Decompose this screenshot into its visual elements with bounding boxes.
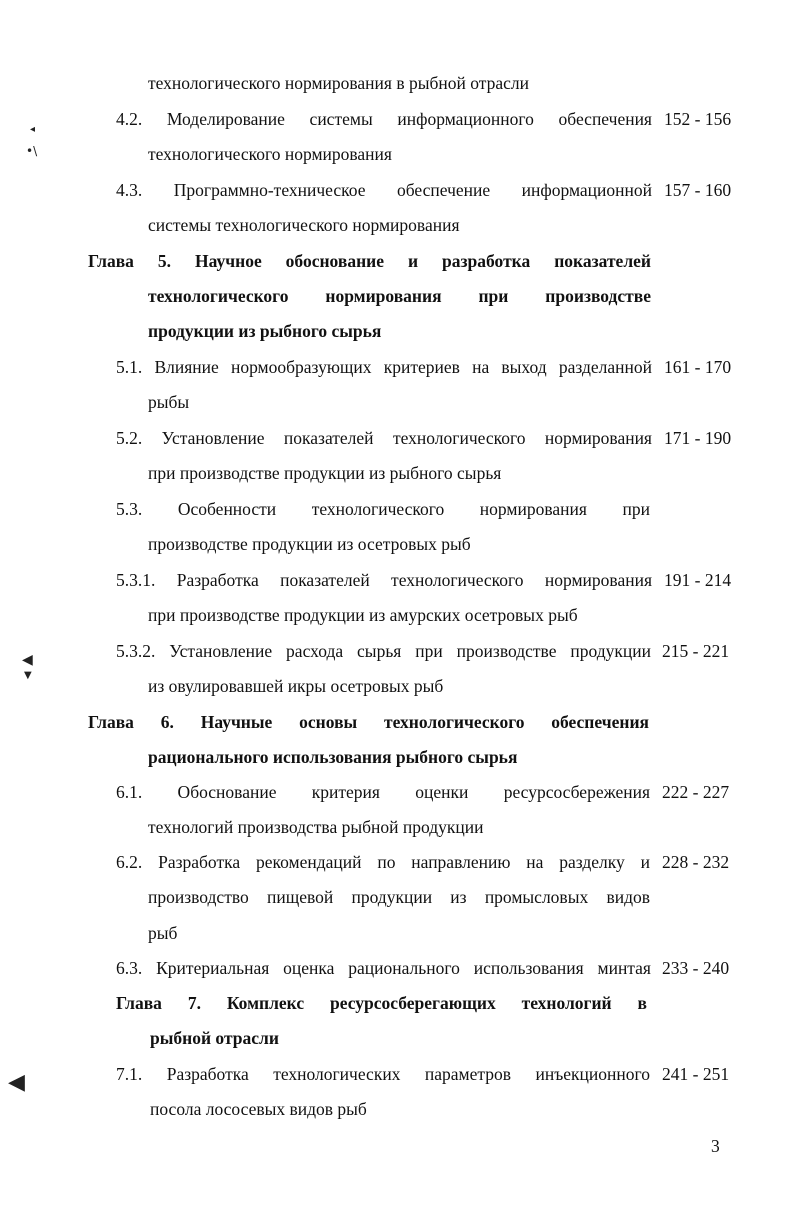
chapter-5-title-cont: технологического нормирования при производстве bbox=[148, 286, 651, 306]
toc-pages-5-1: 161 - 170 bbox=[664, 357, 732, 377]
toc-entry-7-1: 7.1. Разработка технологических параметров инъекционного bbox=[116, 1064, 650, 1084]
toc-pages-4-2: 152 - 156 bbox=[664, 109, 732, 129]
toc-pages-6-2: 228 - 232 bbox=[662, 852, 730, 872]
toc-pages-6-1: 222 - 227 bbox=[662, 782, 730, 802]
toc-entry-6-3: 6.3. Критериальная оценка рационального использования минтая bbox=[116, 958, 651, 978]
toc-entry-6-1-cont: технологий производства рыбной продукции bbox=[148, 817, 484, 837]
toc-pages-5-2: 171 - 190 bbox=[664, 428, 732, 448]
toc-entry-7-1-cont: посола лососевых видов рыб bbox=[150, 1099, 367, 1119]
toc-entry-6-2-cont: производство пищевой продукции из промысловых видов bbox=[148, 887, 650, 907]
toc-entry-6-2-cont2: рыб bbox=[148, 923, 178, 943]
toc-entry-5-3: 5.3. Особенности технологического нормирования при bbox=[116, 499, 650, 519]
toc-entry-5-3-1-cont: при производстве продукции из амурских осетровых рыб bbox=[148, 605, 578, 625]
toc-pages-5-3-1: 191 - 214 bbox=[664, 570, 732, 590]
toc-entry-5-3-1: 5.3.1. Разработка показателей технологического нормирования bbox=[116, 570, 652, 590]
toc-entry-5-1-cont: рыбы bbox=[148, 392, 190, 412]
chapter-7-title: Глава 7. Комплекс ресурсосберегающих технологий в bbox=[116, 993, 647, 1013]
page-number: 3 bbox=[711, 1136, 720, 1156]
toc-entry-4-2-cont: технологического нормирования bbox=[148, 144, 392, 164]
toc-entry-4-3: 4.3. Программно-техническое обеспечение информационной bbox=[116, 180, 652, 200]
chapter-7-title-cont: рыбной отрасли bbox=[150, 1028, 279, 1048]
toc-line-continued: технологического нормирования в рыбной отрасли bbox=[148, 73, 530, 93]
toc-entry-4-3-cont: системы технологического нормирования bbox=[148, 215, 460, 235]
chapter-6-title: Глава 6. Научные основы технологического обеспечения bbox=[88, 712, 649, 732]
toc-pages-5-3-2: 215 - 221 bbox=[662, 641, 730, 661]
chapter-6-title-cont: рационального использования рыбного сырья bbox=[148, 747, 518, 767]
scan-mark-icon: ▼ bbox=[24, 670, 32, 681]
toc-entry-5-3-cont: производстве продукции из осетровых рыб bbox=[148, 534, 471, 554]
scan-mark-icon: ◀ bbox=[8, 1070, 25, 1095]
toc-entry-6-2: 6.2. Разработка рекомендаций по направлению на разделку и bbox=[116, 852, 650, 872]
toc-pages-7-1: 241 - 251 bbox=[662, 1064, 730, 1084]
toc-pages-6-3: 233 - 240 bbox=[662, 958, 730, 978]
chapter-5-title: Глава 5. Научное обоснование и разработка показателей bbox=[88, 251, 651, 271]
chapter-5-title-cont2: продукции из рыбного сырья bbox=[148, 321, 382, 341]
scan-mark-icon: ◀ bbox=[22, 652, 33, 668]
toc-entry-5-2-cont: при производстве продукции из рыбного сырья bbox=[148, 463, 502, 483]
toc-entry-5-3-2-cont: из овулировавшей икры осетровых рыб bbox=[148, 676, 444, 696]
toc-entry-6-1: 6.1. Обоснование критерия оценки ресурсосбережения bbox=[116, 782, 650, 802]
scan-mark-icon: •\ bbox=[26, 144, 38, 158]
toc-pages-4-3: 157 - 160 bbox=[664, 180, 732, 200]
toc-entry-4-2: 4.2. Моделирование системы информационного обеспечения bbox=[116, 109, 652, 129]
toc-entry-5-2: 5.2. Установление показателей технологического нормирования bbox=[116, 428, 652, 448]
toc-entry-5-1: 5.1. Влияние нормообразующих критериев на выход разделанной bbox=[116, 357, 652, 377]
toc-entry-5-3-2: 5.3.2. Установление расхода сырья при производстве продукции bbox=[116, 641, 651, 661]
scan-mark-icon: ◂ bbox=[30, 124, 36, 135]
